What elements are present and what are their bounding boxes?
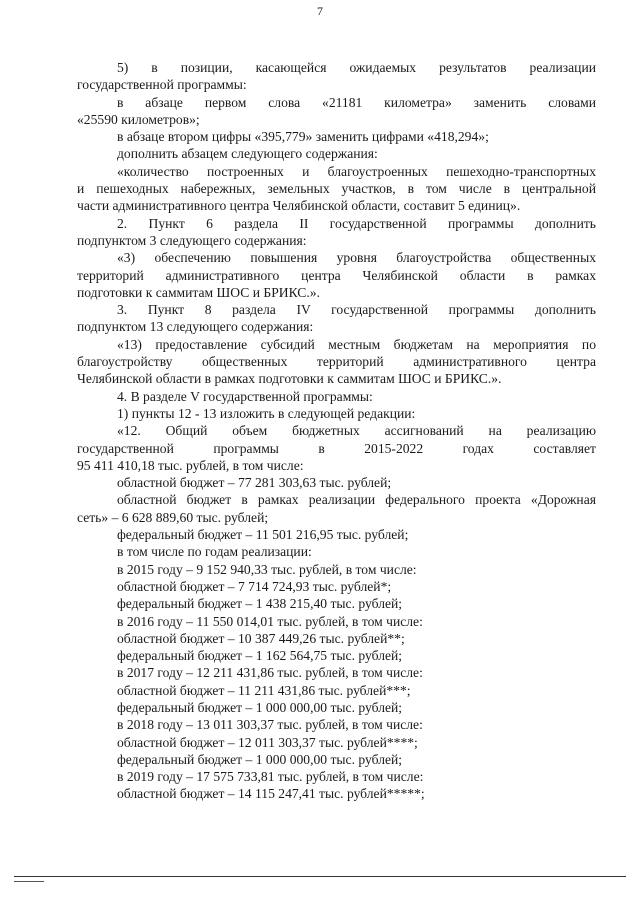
text-line: федеральный бюджет – 11 501 216,95 тыс. рублей;	[117, 527, 409, 543]
text-line: в 2016 году – 11 550 014,01 тыс. рублей, в том числе:	[117, 613, 423, 629]
text-line: областной бюджет – 10 387 449,26 тыс. рублей**;	[117, 630, 405, 646]
text-line: подготовки к саммитам ШОС и БРИКС.».	[77, 284, 320, 300]
text-line: федеральный бюджет – 1 162 564,75 тыс. рублей;	[117, 648, 403, 664]
text-line: в 2015 году – 9 152 940,33 тыс. рублей, в том числе:	[117, 561, 417, 577]
text-line: областной бюджет – 11 211 431,86 тыс. рублей***;	[117, 682, 411, 698]
text-line: 4. В разделе V государственной программы:	[117, 388, 373, 404]
text-line: 1) пункты 12 - 13 изложить в следующей редакции:	[117, 405, 416, 421]
text-line: в том числе по годам реализации:	[117, 544, 312, 560]
text-line: «количество построенных и благоустроенных пешеходно-транспортных	[117, 163, 596, 179]
document-body	[77, 59, 596, 803]
text-line: «3) обеспечению повышения уровня благоустройства общественных	[117, 250, 596, 266]
text-line: в 2017 году – 12 211 431,86 тыс. рублей, в том числе:	[117, 665, 423, 681]
text-line: дополнить абзацем следующего содержания:	[117, 146, 378, 162]
text-line: 5) в позиции, касающейся ожидаемых результатов реализации	[117, 60, 596, 75]
text-line: федеральный бюджет – 1 000 000,00 тыс. рублей;	[117, 699, 403, 715]
text-line: 95 411 410,18 тыс. рублей, в том числе:	[77, 457, 304, 473]
text-line: и пешеходных набережных, земельных участков, в том числе в центральной	[77, 181, 596, 197]
text-line: в 2019 году – 17 575 733,81 тыс. рублей, в том числе:	[117, 769, 424, 785]
text-line: областной бюджет – 7 714 724,93 тыс. рублей*;	[117, 578, 392, 594]
text-line: части административного центра Челябинской области, составит 5 единиц».	[77, 198, 521, 214]
text-line: подпунктом 3 следующего содержания:	[77, 232, 307, 248]
text-line: «25590 километров»;	[77, 111, 200, 127]
text-line: в абзаце первом слова «21181 километра» заменить словами	[117, 94, 596, 110]
text-line: в абзаце втором цифры «395,779» заменить цифрами «418,294»;	[117, 129, 489, 145]
text-line: в 2018 году – 13 011 303,37 тыс. рублей, в том числе:	[117, 717, 423, 733]
text-line: «12. Общий объем бюджетных ассигнований на реализацию	[117, 423, 596, 439]
footer-mark	[14, 881, 44, 882]
text-line: благоустройству общественных территорий административного центра	[77, 354, 596, 370]
text-line: Челябинской области в рамках подготовки к саммитам ШОС и БРИКС.».	[77, 371, 502, 387]
text-line: территорий административного центра Челябинской области в рамках	[77, 267, 596, 283]
text-line: государственной программы:	[77, 77, 247, 93]
text-line: «13) предоставление субсидий местным бюджетам на мероприятия по	[117, 336, 596, 352]
text-line: областной бюджет в рамках реализации федерального проекта «Дорожная	[117, 492, 596, 508]
text-line: 3. Пункт 8 раздела IV государственной программы дополнить	[117, 302, 596, 318]
footer-divider	[14, 876, 626, 877]
text-line: федеральный бюджет – 1 438 215,40 тыс. рублей;	[117, 596, 403, 612]
text-line: государственной программы в 2015-2022 годах составляет	[77, 440, 596, 456]
text-line: федеральный бюджет – 1 000 000,00 тыс. рублей;	[117, 751, 403, 767]
text-line: подпунктом 13 следующего содержания:	[77, 319, 314, 335]
page-number: 7	[317, 4, 323, 18]
text-line: областной бюджет – 77 281 303,63 тыс. рублей;	[117, 475, 392, 491]
text-line: областной бюджет – 14 115 247,41 тыс. рублей*****;	[117, 786, 425, 802]
text-line: 2. Пункт 6 раздела II государственной программы дополнить	[117, 215, 596, 231]
text-line: областной бюджет – 12 011 303,37 тыс. рублей****;	[117, 734, 418, 750]
text-line: сеть» – 6 628 889,60 тыс. рублей;	[77, 509, 269, 525]
